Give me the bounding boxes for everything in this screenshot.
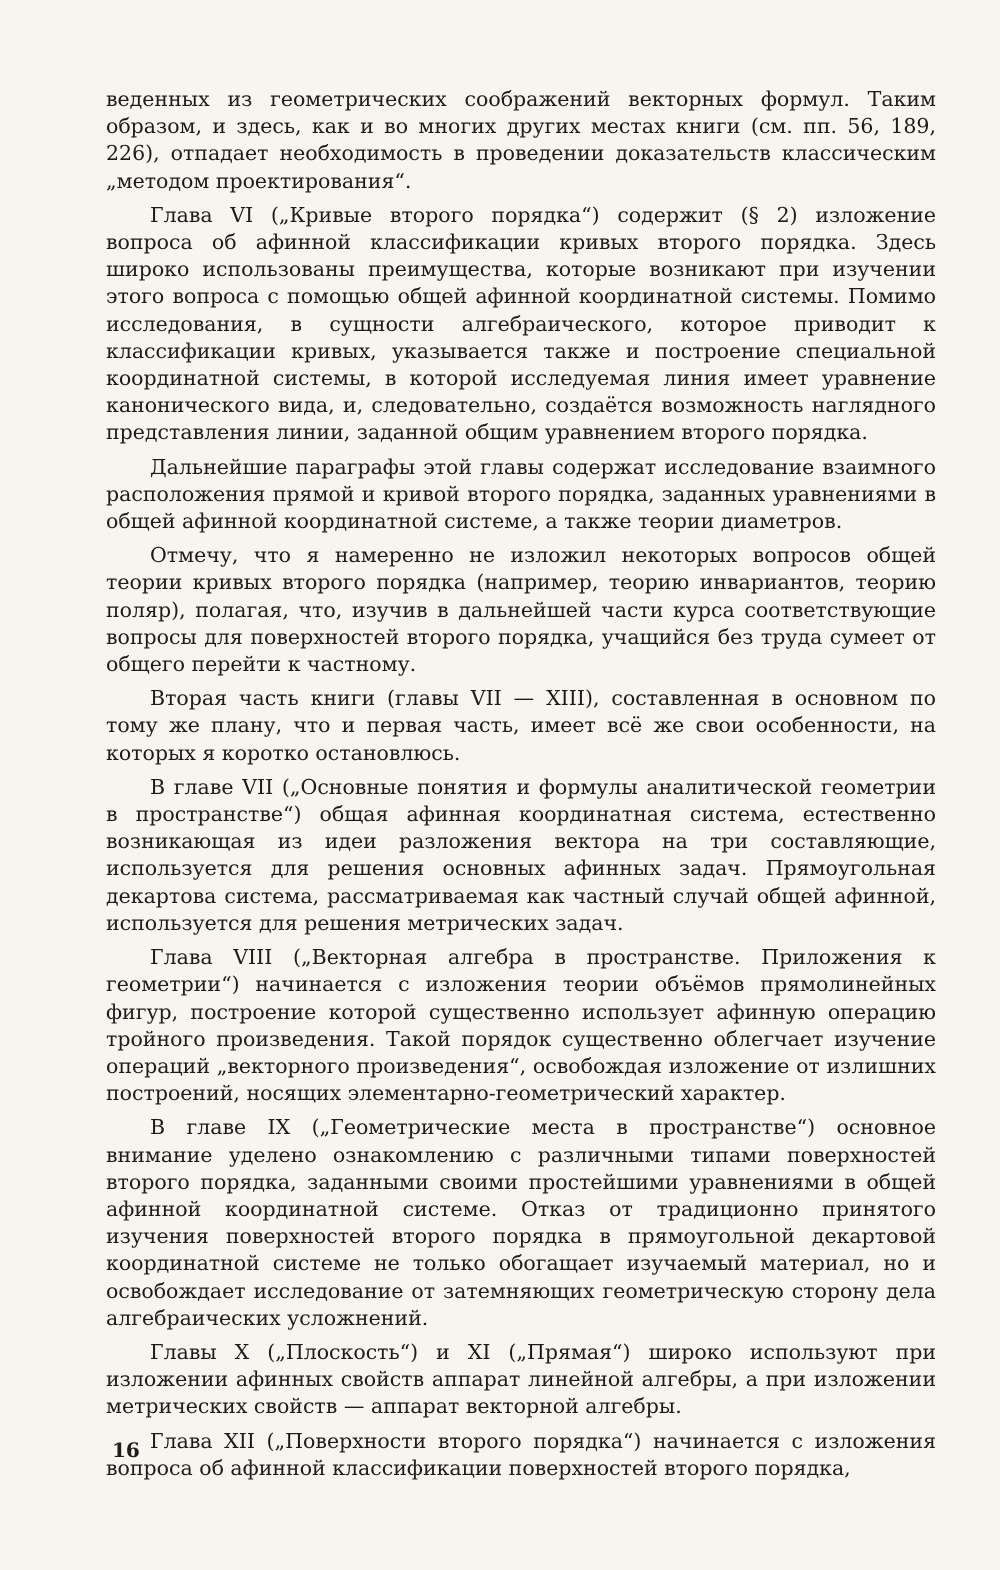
paragraph-9: Главы X („Плоскость“) и XI („Прямая“) широко используют при изложении афинных свойств аппарат линейной алгебры, а при изложении метрических свойств — аппарат векторной алгебры. <box>106 1339 936 1419</box>
page-body <box>106 86 936 1489</box>
paragraph-1: веденных из геометрических соображений векторных формул. Таким образом, и здесь, как и во многих других местах книги (см. пп. 56, 189, 226), отпадает необходимость в проведении доказательств классическим „методом проектирования“. <box>106 87 936 193</box>
paragraph-8: В главе IX („Геометрические места в пространстве“) основное внимание уделено ознакомлению с различными типами поверхностей второго порядка, заданными своими простейшими уравнениями в общей афинной координатной системе. Отказ от традиционно принятого изучения поверхностей второго порядка в прямоугольной декартовой координатной системе не только обогащает изучаемый материал, но и освобождает исследование от затемняющих геометрическую сторону дела алгебраических усложнений. <box>106 1115 936 1330</box>
paragraph-6: В главе VII („Основные понятия и формулы аналитической геометрии в пространстве“) общая афинная координатная система, естественно возникающая из идеи разложения вектора на три составляющие, используется для решения основных афинных задач. Прямоугольная декартова система, рассматриваемая как частный случай общей афинной, используется для решения метрических задач. <box>106 774 936 935</box>
paragraph-2: Глава VI („Кривые второго порядка“) содержит (§ 2) изложение вопроса об афинной классификации кривых второго порядка. Здесь широко использованы преимущества, которые возникают при изучении этого вопроса с помощью общей афинной координатной системы. Помимо исследования, в сущности алгебраического, которое приводит к классификации кривых, указывается также и построение специальной координатной системы, в которой исследуемая линия имеет уравнение канонического вида, и, следовательно, создаётся возможность наглядного представления линии, заданной общим уравнением второго порядка. <box>106 202 936 445</box>
paragraph-7: Глава VIII („Векторная алгебра в пространстве. Приложения к геометрии“) начинается с изложения теории объёмов прямолинейных фигур, построение которой существенно использует афинную операцию тройного произведения. Такой порядок существенно облегчает изучение операций „векторного произведения“, освобождая изложение от излишних построений, носящих элементарно-геометрический характер. <box>106 945 936 1106</box>
paragraph-3: Дальнейшие параграфы этой главы содержат исследование взаимного расположения прямой и кривой второго порядка, заданных уравнениями в общей афинной координатной системе, а также теории диаметров. <box>106 454 936 534</box>
paragraph-5: Вторая часть книги (главы VII — XIII), составленная в основном по тому же плану, что и первая часть, имеет всё же свои особенности, на которых я коротко остановлюсь. <box>106 686 936 765</box>
paragraph-10: Глава XII („Поверхности второго порядка“) начинается с изложения вопроса об афинной классификации поверхностей второго порядка, <box>106 1428 936 1480</box>
page-number: 16 <box>112 1438 140 1462</box>
paragraph-4: Отмечу, что я намеренно не изложил некоторых вопросов общей теории кривых второго порядка (например, теорию инвариантов, теорию поляр), полагая, что, изучив в дальнейшей части курса соответствующие вопросы для поверхностей второго порядка, учащийся без труда сумеет от общего перейти к частному. <box>106 543 936 677</box>
